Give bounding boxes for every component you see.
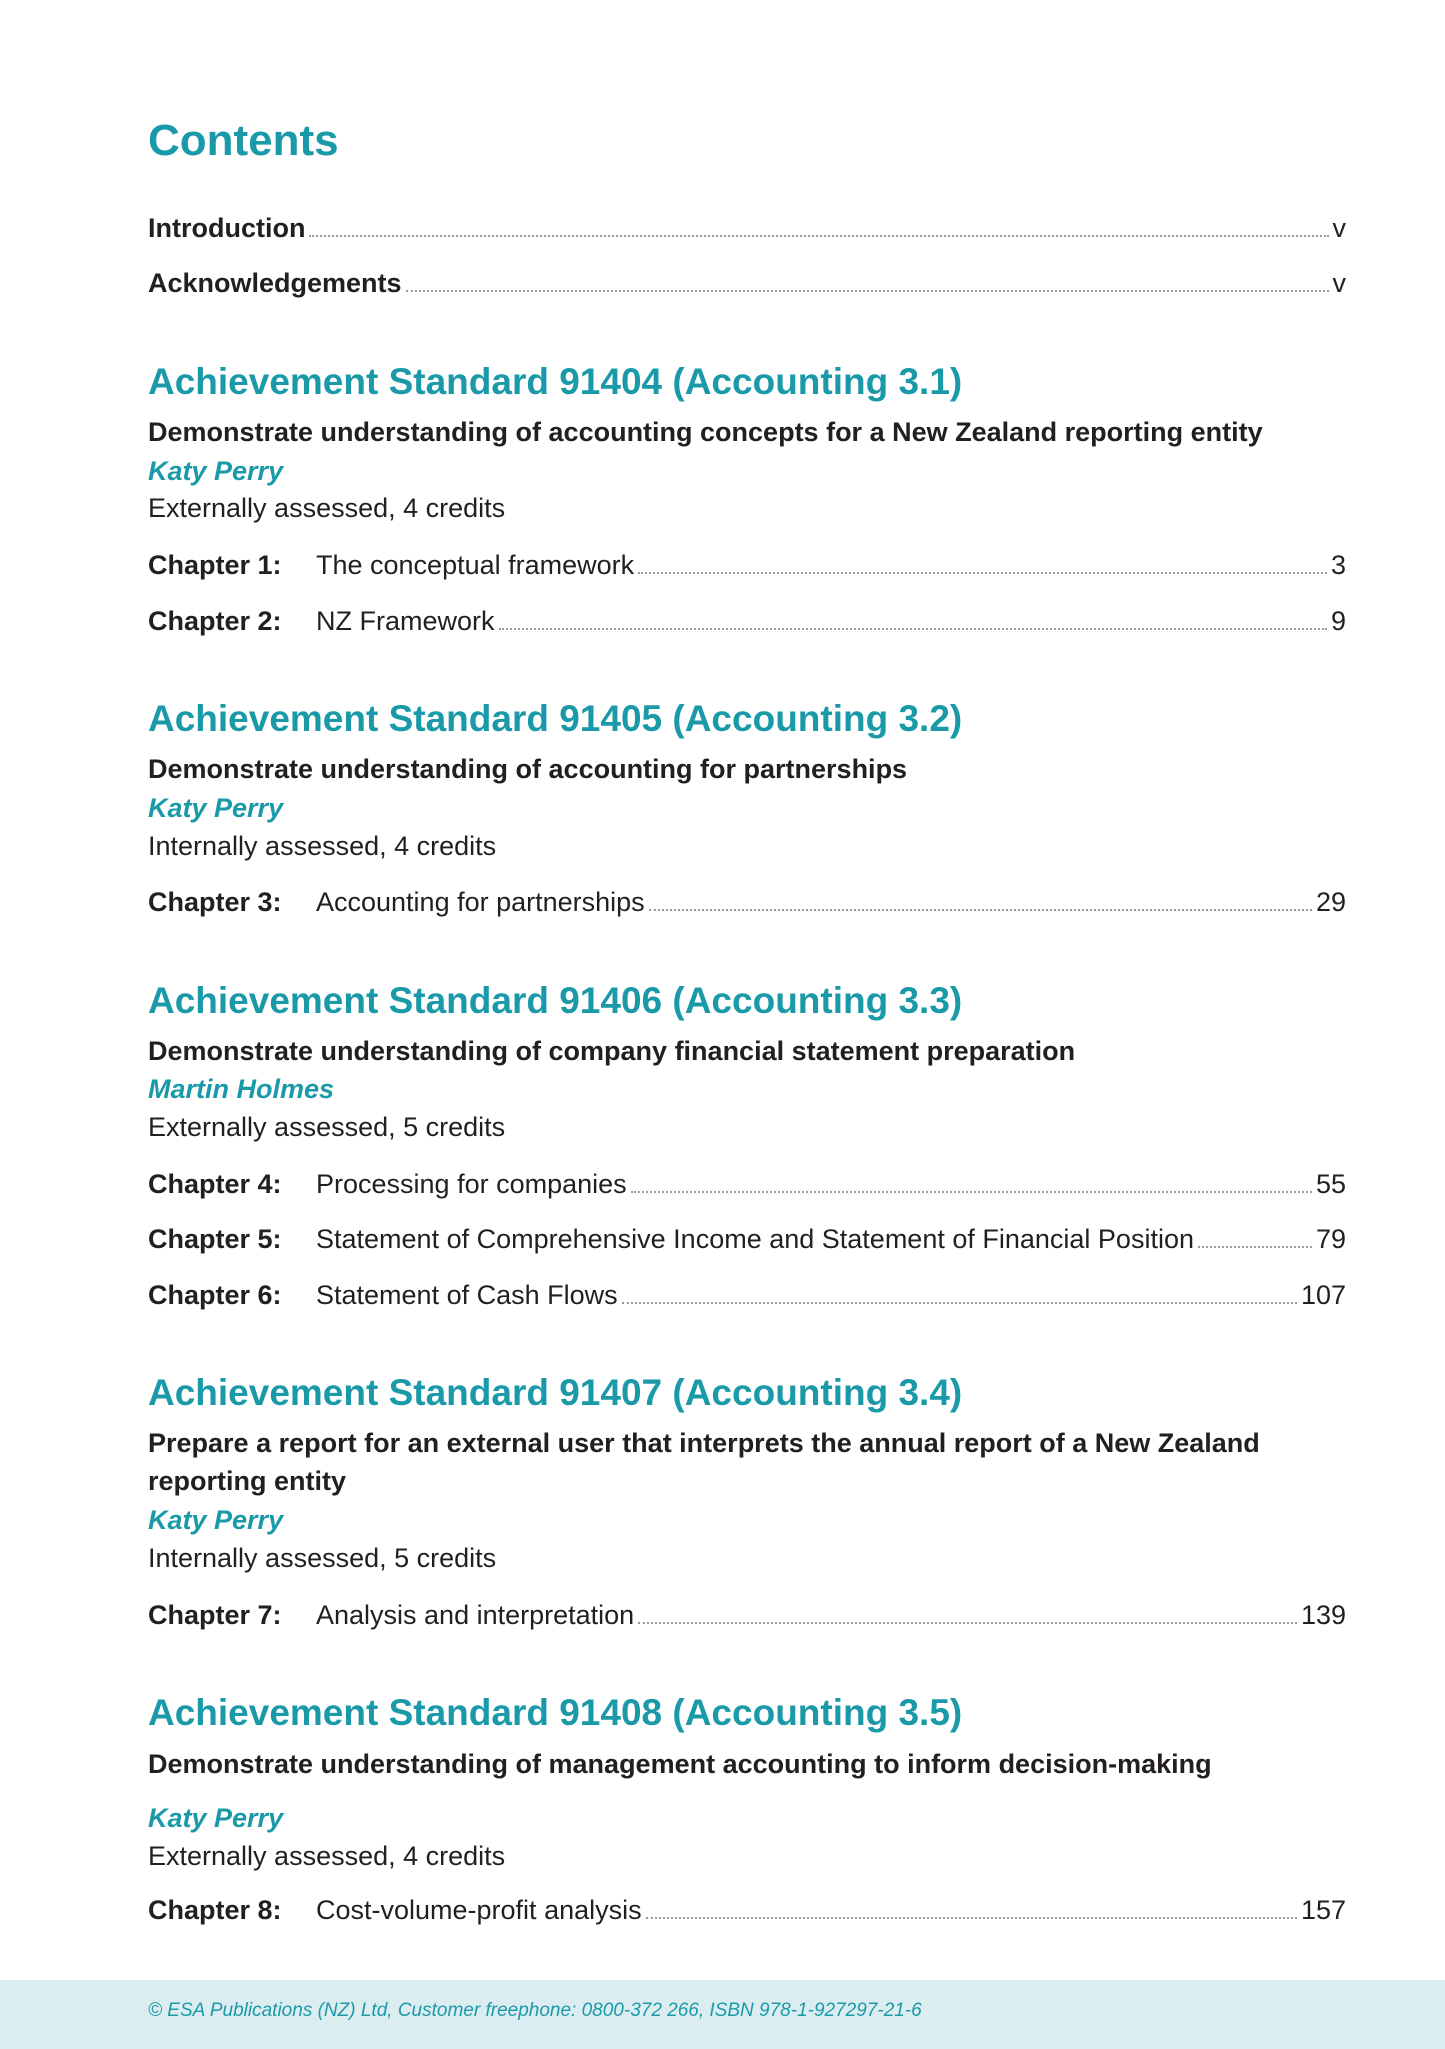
standard-description: Prepare a report for an external user that interprets the annual report of a New Zealand reporting entity bbox=[148, 1428, 1260, 1496]
toc-page-number: 157 bbox=[1300, 1895, 1346, 1925]
standard-heading: Achievement Standard 91407 (Accounting 3.4) bbox=[148, 1372, 963, 1413]
standard-author: Katy Perry bbox=[148, 456, 284, 486]
chapter-title: NZ Framework bbox=[316, 606, 495, 636]
toc-entry-label: Introduction bbox=[148, 213, 306, 243]
dot-leader bbox=[622, 1302, 1297, 1304]
standard-assessment: Externally assessed, 4 credits bbox=[148, 493, 506, 523]
toc-page-number: 55 bbox=[1315, 1169, 1346, 1199]
standard-assessment: Internally assessed, 4 credits bbox=[148, 831, 497, 861]
dot-leader bbox=[1198, 1246, 1312, 1248]
chapter-label: Chapter 7: bbox=[148, 1600, 282, 1630]
toc-entry-chapter-7[interactable] bbox=[148, 1598, 1346, 1632]
dot-leader bbox=[309, 235, 1328, 237]
standard-description: Demonstrate understanding of accounting for partnerships bbox=[148, 754, 908, 784]
toc-page-number: 107 bbox=[1300, 1280, 1346, 1310]
standard-author: Katy Perry bbox=[148, 793, 284, 823]
toc-entry-introduction[interactable] bbox=[148, 211, 1346, 245]
dot-leader bbox=[638, 1622, 1297, 1624]
page-title: Contents bbox=[148, 116, 339, 165]
standard-description: Demonstrate understanding of accounting concepts for a New Zealand reporting entity bbox=[148, 417, 1263, 447]
toc-entry-chapter-2[interactable] bbox=[148, 604, 1346, 638]
toc-page-number: 3 bbox=[1330, 550, 1346, 580]
footer-band bbox=[0, 1980, 1445, 2049]
chapter-label: Chapter 3: bbox=[148, 887, 282, 917]
dot-leader bbox=[631, 1191, 1312, 1193]
toc-entry-chapter-5[interactable] bbox=[148, 1222, 1346, 1256]
chapter-label: Chapter 4: bbox=[148, 1169, 282, 1199]
toc-entry-chapter-6[interactable] bbox=[148, 1278, 1346, 1312]
toc-entry-chapter-8[interactable] bbox=[148, 1893, 1346, 1927]
standard-heading: Achievement Standard 91404 (Accounting 3.1) bbox=[148, 361, 963, 402]
chapter-title: Processing for companies bbox=[316, 1169, 627, 1199]
toc-page-number: v bbox=[1332, 268, 1346, 298]
toc-page-number: 79 bbox=[1315, 1224, 1346, 1254]
standard-description: Demonstrate understanding of management accounting to inform decision-making bbox=[148, 1749, 1212, 1779]
standard-author: Martin Holmes bbox=[148, 1074, 335, 1104]
standard-assessment: Internally assessed, 5 credits bbox=[148, 1543, 497, 1573]
standard-assessment: Externally assessed, 4 credits bbox=[148, 1841, 506, 1871]
toc-page-number: 29 bbox=[1315, 887, 1346, 917]
footer-copyright: © ESA Publications (NZ) Ltd, Customer freephone: 0800-372 266, ISBN 978-1-927297-21-6 bbox=[148, 2000, 922, 2021]
standard-assessment: Externally assessed, 5 credits bbox=[148, 1112, 506, 1142]
standard-heading: Achievement Standard 91405 (Accounting 3.2) bbox=[148, 698, 963, 739]
toc-entry-chapter-1[interactable] bbox=[148, 548, 1346, 582]
standard-author: Katy Perry bbox=[148, 1803, 284, 1833]
toc-page-number: 9 bbox=[1330, 606, 1346, 636]
chapter-title: Analysis and interpretation bbox=[316, 1600, 635, 1630]
chapter-label: Chapter 2: bbox=[148, 606, 282, 636]
chapter-title: Cost-volume-profit analysis bbox=[316, 1895, 642, 1925]
chapter-title: Statement of Comprehensive Income and Statement of Financial Position bbox=[316, 1224, 1194, 1254]
standard-heading: Achievement Standard 91408 (Accounting 3.5) bbox=[148, 1692, 963, 1733]
chapter-title: Statement of Cash Flows bbox=[316, 1280, 618, 1310]
toc-entry-label: Acknowledgements bbox=[148, 268, 402, 298]
toc-entry-chapter-3[interactable] bbox=[148, 885, 1346, 919]
chapter-label: Chapter 8: bbox=[148, 1895, 282, 1925]
chapter-title: Accounting for partnerships bbox=[316, 887, 645, 917]
toc-page-number: v bbox=[1332, 213, 1346, 243]
dot-leader bbox=[646, 1917, 1297, 1919]
dot-leader bbox=[649, 909, 1312, 911]
chapter-title: The conceptual framework bbox=[316, 550, 635, 580]
toc-page-number: 139 bbox=[1300, 1600, 1346, 1630]
chapter-label: Chapter 5: bbox=[148, 1224, 282, 1254]
standard-heading: Achievement Standard 91406 (Accounting 3.3) bbox=[148, 980, 963, 1021]
standard-author: Katy Perry bbox=[148, 1505, 284, 1535]
standard-description: Demonstrate understanding of company financial statement preparation bbox=[148, 1036, 1076, 1066]
dot-leader bbox=[499, 628, 1327, 630]
toc-entry-chapter-4[interactable] bbox=[148, 1167, 1346, 1201]
dot-leader bbox=[406, 290, 1329, 292]
chapter-label: Chapter 6: bbox=[148, 1280, 282, 1310]
dot-leader bbox=[638, 572, 1327, 574]
chapter-label: Chapter 1: bbox=[148, 550, 282, 580]
toc-entry-acknowledgements[interactable] bbox=[148, 266, 1346, 300]
